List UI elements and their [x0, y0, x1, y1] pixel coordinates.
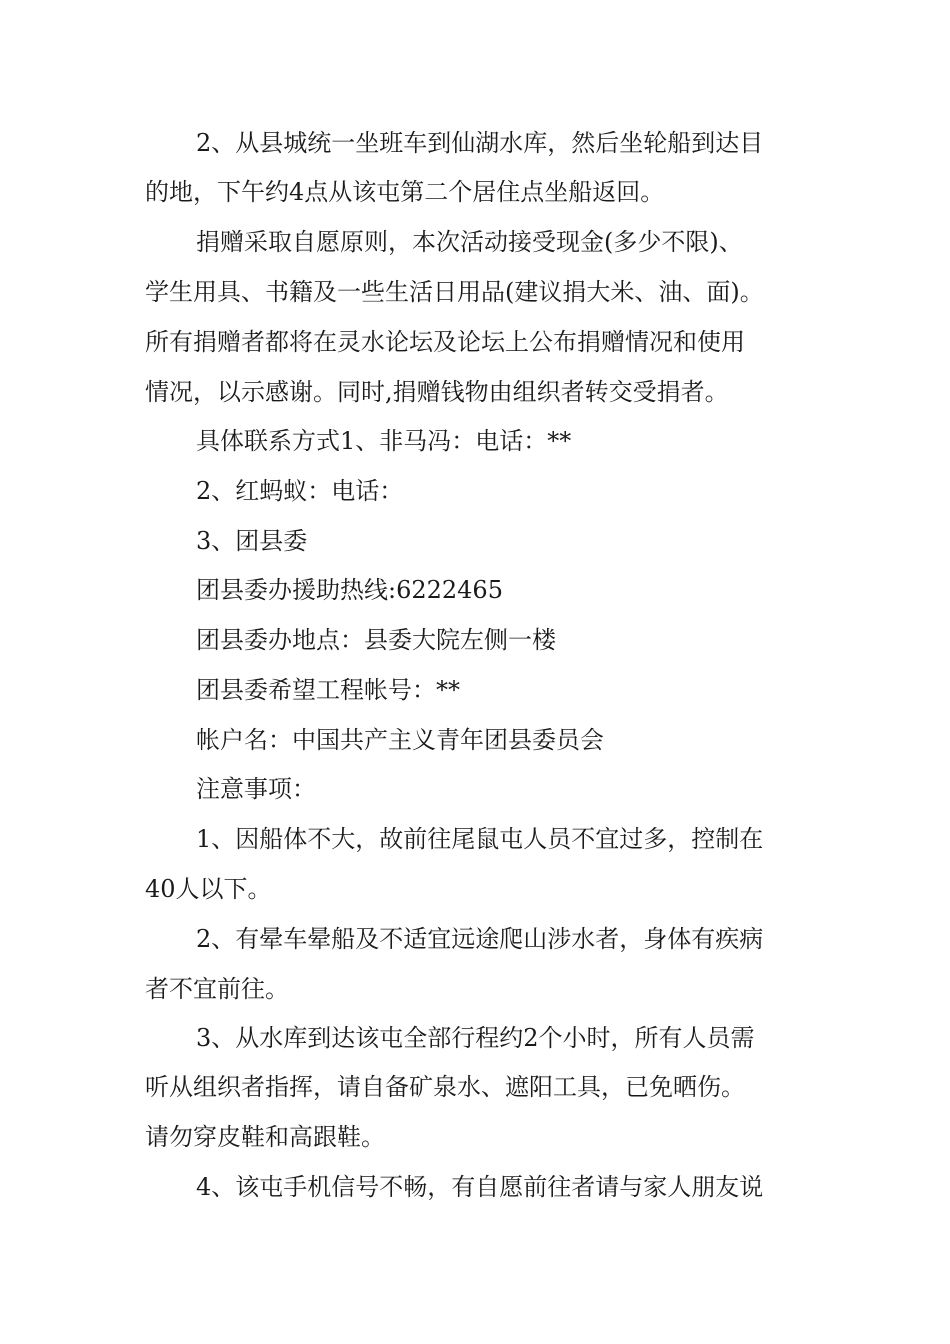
- paragraph-line: 情况，以示感谢。同时,捐赠钱物由组织者转交受捐者。: [145, 378, 729, 406]
- paragraph-line: 4、该屯手机信号不畅，有自愿前往者请与家人朋友说: [196, 1173, 764, 1201]
- contact-line: 帐户名：中国共产主义青年团县委员会: [196, 726, 604, 754]
- contact-line: 团县委办援助热线:6222465: [196, 576, 503, 604]
- contact-line: 团县委希望工程帐号：**: [196, 676, 460, 704]
- contact-heading: 具体联系方式1、非马冯：电话：**: [196, 427, 572, 455]
- contact-line: 团县委办地点：县委大院左侧一楼: [196, 626, 556, 654]
- paragraph-line: 听从组织者指挥，请自备矿泉水、遮阳工具，已免晒伤。: [145, 1073, 745, 1101]
- paragraph-line: 的地，下午约4点从该屯第二个居住点坐船返回。: [145, 178, 665, 206]
- paragraph-line: 3、从水库到达该屯全部行程约2个小时，所有人员需: [196, 1024, 755, 1052]
- paragraph-line: 40人以下。: [145, 875, 272, 903]
- paragraph-line: 者不宜前往。: [145, 975, 289, 1003]
- paragraph-line: 捐赠采取自愿原则，本次活动接受现金(多少不限)、: [196, 228, 743, 256]
- paragraph-line: 学生用具、书籍及一些生活日用品(建议捐大米、油、面)。: [145, 278, 764, 306]
- paragraph-line: 2、有晕车晕船及不适宜远途爬山涉水者，身体有疾病: [196, 925, 764, 953]
- notes-heading: 注意事项：: [196, 775, 316, 803]
- paragraph-line: 2、从县城统一坐班车到仙湖水库，然后坐轮船到达目: [196, 129, 764, 157]
- paragraph-line: 1、因船体不大，故前往尾鼠屯人员不宜过多，控制在: [196, 825, 764, 853]
- contact-line: 2、红蚂蚁：电话：: [196, 477, 404, 505]
- paragraph-line: 请勿穿皮鞋和高跟鞋。: [145, 1123, 385, 1151]
- contact-line: 3、团县委: [196, 527, 308, 555]
- paragraph-line: 所有捐赠者都将在灵水论坛及论坛上公布捐赠情况和使用: [145, 328, 745, 356]
